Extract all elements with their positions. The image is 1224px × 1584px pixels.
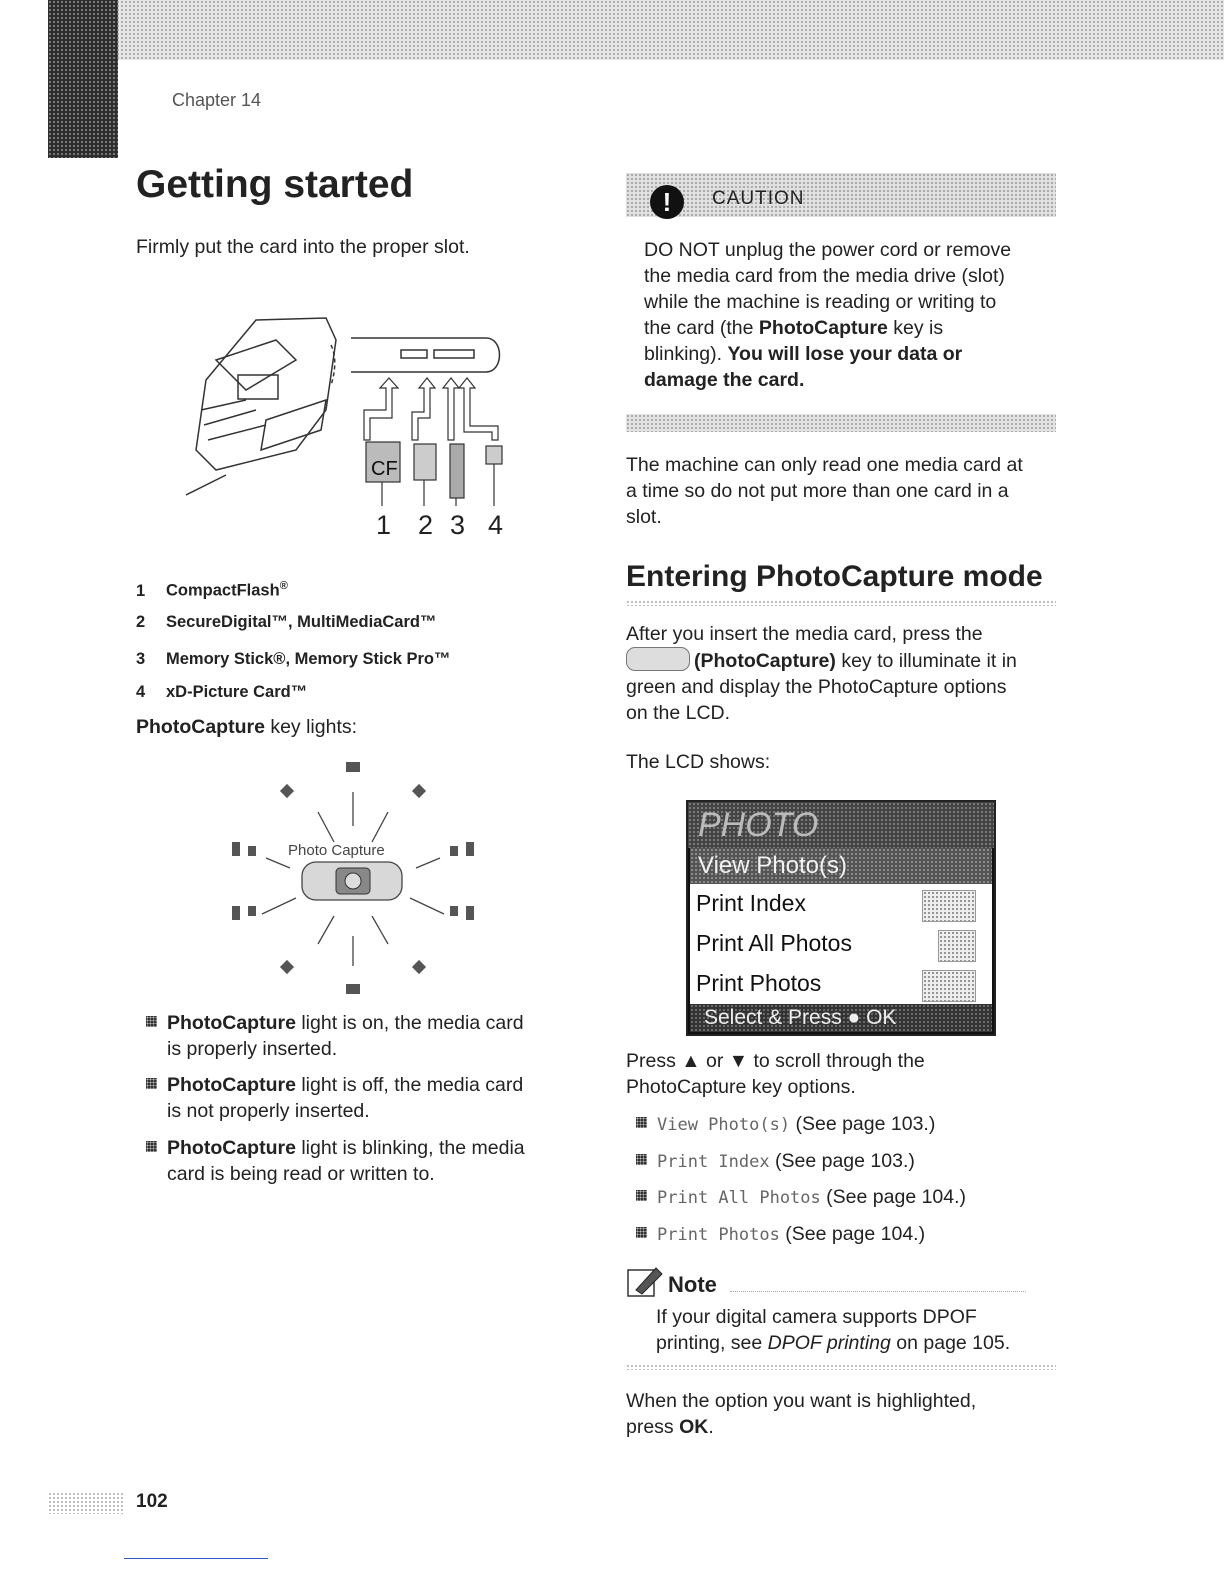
lcd-menu-item[interactable]: Print All Photos (696, 930, 852, 956)
print-index-thumbnail-icon (922, 890, 976, 922)
bullet-icon (146, 1016, 157, 1027)
bullet-icon (636, 1117, 647, 1128)
lcd-shows-text: The LCD shows: (626, 751, 771, 773)
note-rule (730, 1291, 1026, 1292)
card-list-text: CompactFlash (166, 581, 280, 600)
card-list-number: 4 (136, 683, 146, 701)
card-list-item (136, 580, 288, 601)
bullet-text: light is off, the media card (295, 1074, 524, 1096)
note-title: Note (668, 1272, 717, 1297)
section-title: Entering PhotoCapture mode (626, 560, 1043, 593)
note-text: If your digital camera supports DPOF printing, see DPOF printing on page 105. (656, 1306, 1011, 1354)
final-instruction: When the option you want is highlighted, press OK. (626, 1390, 977, 1438)
chapter-tab (48, 0, 118, 158)
lcd-menu-item[interactable]: Print Photos (696, 970, 822, 996)
option-item: Print Photos (See page 104.) (636, 1221, 925, 1248)
up-arrow-icon: ▲ (681, 1050, 701, 1072)
arrow-3 (443, 378, 459, 440)
after-insert-text: After you insert the media card, press the (PhotoCapture) key to illuminate it in green and display the PhotoCapture options on the LCD. (626, 623, 1017, 724)
bullet-icon (636, 1227, 647, 1238)
card-list-text: Memory Stick®, Memory Stick Pro™ (166, 650, 451, 668)
card-list-item (136, 613, 436, 632)
press-scroll-text: Press ▲ or ▼ to scroll through the PhotoCapture key options. (626, 1050, 925, 1098)
page-number: 102 (136, 1491, 168, 1512)
printer-body (196, 318, 336, 470)
caution-title: CAUTION (712, 188, 805, 209)
page-title: Getting started (136, 163, 414, 206)
bullet-text-cont: is not properly inserted. (167, 1100, 370, 1122)
section-rule (626, 600, 1056, 606)
memory-stick (450, 444, 464, 498)
card-list-number: 3 (136, 650, 146, 668)
note-pencil-icon (626, 1264, 666, 1298)
lcd-footer: Select & Press ● OK (690, 1004, 992, 1032)
key-figure-label: Photo Capture (288, 842, 385, 859)
one-card-text: The machine can only read one media card at a time so do not put more than one card in a slot. (626, 454, 1023, 528)
key-lights-text (136, 714, 357, 740)
slot-outline (351, 338, 500, 372)
sd-card (414, 444, 436, 480)
bullet-bold: PhotoCapture (167, 1074, 296, 1096)
caution-footer-bar (626, 414, 1056, 432)
arrow-2 (412, 378, 435, 440)
cf-label: CF (371, 458, 398, 480)
print-all-thumbnail-icon (938, 930, 976, 962)
media-slot-illustration (186, 300, 526, 540)
xd-card (486, 446, 502, 464)
bullet-text: light is blinking, the media (295, 1137, 525, 1159)
card-list-number: 2 (136, 613, 146, 631)
bullet-item (146, 1010, 606, 1062)
exclamation-icon: ! (650, 185, 684, 219)
lcd-selected-item[interactable]: View Photo(s) (690, 848, 992, 884)
footer-line (124, 1558, 268, 1559)
bullet-icon (636, 1190, 647, 1201)
slot-number-1: 1 (376, 510, 392, 540)
card-list-text: SecureDigital™, MultiMediaCard™ (166, 613, 437, 631)
bullet-icon (146, 1078, 157, 1089)
bullet-item (146, 1072, 606, 1124)
option-item: Print Index (See page 103.) (636, 1148, 915, 1175)
card-list-number: 1 (136, 581, 146, 600)
key-lights-bold: PhotoCapture (136, 716, 265, 738)
print-photos-thumbnail-icon (922, 970, 976, 1002)
intro-text: Firmly put the card into the proper slot. (136, 236, 470, 258)
photocapture-key-icon (626, 647, 690, 671)
card-list-item (136, 650, 451, 669)
note-end-rule (626, 1364, 1056, 1370)
lcd-screen (686, 800, 996, 1036)
registered-mark: ® (279, 580, 288, 592)
bullet-icon (636, 1154, 647, 1165)
lcd-title: PHOTO (688, 802, 994, 848)
bullet-text-cont: is properly inserted. (167, 1038, 338, 1060)
slot-number-2: 2 (418, 510, 434, 540)
lcd-menu-item[interactable]: Print Index (696, 890, 806, 916)
card-list-item (136, 683, 307, 702)
caution-header-bar (626, 173, 1056, 217)
bullet-bold: PhotoCapture (167, 1012, 296, 1034)
photocapture-key-illustration (222, 756, 484, 1002)
page-number-tab (48, 1492, 124, 1514)
header-band (48, 0, 1224, 60)
dpof-link-text: DPOF printing (767, 1332, 891, 1354)
caution-text: DO NOT unplug the power cord or remove the media card from the media drive (slot) while the machine is reading or writing to the card (the PhotoCapture key is blinking). You will lose your data or damage the card. (644, 239, 1012, 391)
lcd-menu-list (690, 884, 992, 1004)
bullet-item (146, 1135, 606, 1187)
bullet-text: light is on, the media card (295, 1012, 524, 1034)
bullet-text-cont: card is being read or written to. (167, 1163, 435, 1185)
down-arrow-icon: ▼ (728, 1050, 749, 1072)
card-list-text: xD-Picture Card™ (166, 683, 308, 701)
chapter-label: Chapter 14 (172, 90, 262, 110)
arrow-4 (459, 378, 498, 440)
slot-number-4: 4 (488, 510, 504, 540)
bullet-bold: PhotoCapture (167, 1137, 296, 1159)
option-item: Print All Photos (See page 104.) (636, 1184, 966, 1211)
slot-number-3: 3 (450, 510, 466, 540)
bullet-icon (146, 1141, 157, 1152)
key-lights-rest: key lights: (264, 716, 358, 738)
option-item: View Photo(s) (See page 103.) (636, 1111, 935, 1138)
arrow-1 (364, 378, 398, 440)
